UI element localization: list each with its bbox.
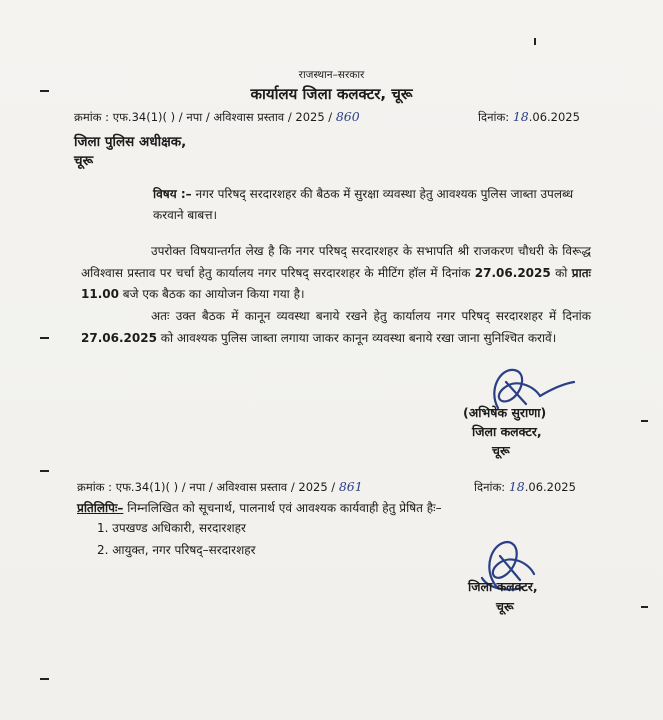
date-day-handwritten: 18 [512, 109, 529, 124]
date-rest: .06.2025 [524, 480, 576, 494]
copy-item-2: 2. आयुक्त, नगर परिषद्–सरदारशहर [97, 543, 256, 557]
para2-text: अतः उक्त बैठक में कानून व्यवस्था बनाये रखने हेतु कार्यालय नगर परिषद् सरदारशहर में दिनांक [151, 309, 591, 323]
margin-mark [40, 470, 49, 472]
para1-text: को [555, 265, 568, 280]
para1-date: 27.06.2025 [474, 265, 551, 280]
government-line: राजस्थान–सरकार [298, 69, 365, 81]
reference-number-handwritten: 860 [335, 109, 360, 124]
addressee-line-2: चूरू [74, 153, 94, 169]
date-label: दिनांक: [478, 110, 510, 124]
date-day-handwritten: 18 [508, 479, 525, 494]
reference-number-1 [74, 109, 360, 125]
office-title: कार्यालय जिला कलक्टर, चूरू [250, 85, 413, 103]
subject-text: नगर परिषद् सरदारशहर की बैठक में सुरक्षा व्यवस्था हेतु आवश्यक पुलिस जाब्ता उपलब्ध करवाने बाबत्त। [153, 187, 574, 222]
copy-item-1: 1. उपखण्ड अधिकारी, सरदारशहर [97, 521, 246, 535]
subject-label: विषय :– [153, 187, 192, 201]
body-paragraph-2 [81, 306, 591, 349]
date-rest: .06.2025 [528, 110, 580, 124]
signature-1-place: चूरू [492, 443, 510, 458]
reference-prefix: क्रमांक : एफ.34(1)( ) / नपा / अविश्वास प्रस्ताव / 2025 / [77, 480, 336, 494]
copy-line [77, 499, 442, 516]
subject-block [153, 184, 593, 226]
para1-text: बजे एक बैठक का आयोजन किया गया है। [122, 287, 305, 301]
signature-2-designation: जिला कलक्टर, [468, 579, 538, 594]
reference-prefix: क्रमांक : एफ.34(1)( ) / नपा / अविश्वास प्रस्ताव / 2025 / [74, 110, 333, 124]
margin-mark [641, 606, 648, 608]
para2-date: 27.06.2025 [81, 330, 157, 345]
reference-number-2 [77, 479, 363, 495]
date-label: दिनांक: [474, 480, 506, 494]
margin-mark [40, 678, 49, 680]
para2-text: को आवश्यक पुलिस जाब्ता लगाया जाकर कानून व्यवस्था बनाये रखा जाना सुनिश्चित करावें। [160, 330, 557, 345]
margin-mark [534, 38, 536, 45]
copy-intro: निम्नलिखित को सूचनार्थ, पालनार्थ एवं आवश्यक कार्यवाही हेतु प्रेषित हैः– [127, 501, 442, 515]
body-paragraph-1 [81, 241, 591, 306]
signature-2-place: चूरू [496, 599, 514, 614]
reference-date-2 [474, 479, 576, 495]
margin-mark [40, 337, 49, 339]
margin-mark [641, 420, 648, 422]
signature-1-designation: जिला कलक्टर, [472, 424, 542, 439]
reference-number-handwritten: 861 [338, 479, 363, 494]
signature-1-name: (अभिषेक सुराणा) [463, 405, 547, 420]
reference-date-1 [478, 109, 580, 125]
para1-time: प्रातः 11.00 [81, 265, 591, 301]
addressee-line-1: जिला पुलिस अधीक्षक, [74, 134, 187, 150]
para1-text: उपरोक्त विषयान्तर्गत लेख है कि नगर परिषद् सरदारशहर के सभापति श्री राजकरण चौधरी के विरूद्ध अविश्वास प्रस्ताव पर चर्चा हेतु कार्यालय नगर परिषद् सरदारशहर के मीटिंग हॉल में दिनांक [81, 244, 591, 280]
copy-label: प्रतिलिपिः– [77, 501, 124, 515]
